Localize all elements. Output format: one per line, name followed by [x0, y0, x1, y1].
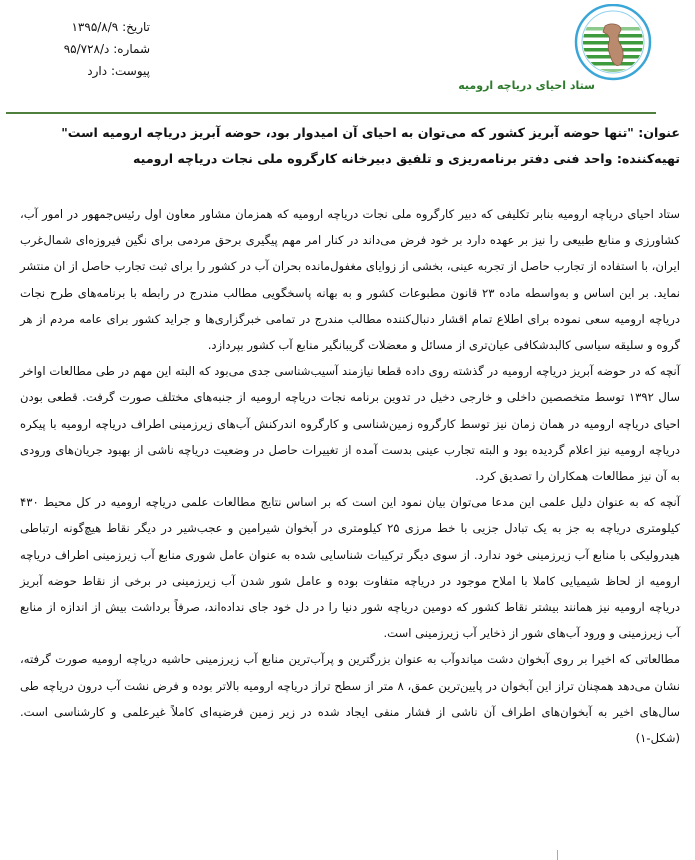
subject-label: عنوان:	[638, 125, 680, 140]
paragraph: آنچه که به عنوان دلیل علمی این مدعا می‌توان بیان نمود این است که بر اساس نتایج مطالعات علمی دریاچه ارومیه در کل محیط ۴۳۰ کیلومتری دریاچه به جز به یک تبادل جزیی با خط مرزی ۲۵ کیلومتری در آبخوان شیرامین و عجب‌شیر در دیگر نقاط هیچ‌گونه ارتباطی هیدرولیکی با منابع آب زیرزمینی خود ندارد. از سوی دیگر ترکیبات شناسایی شده به عنوان عامل شوری منابع آب زیرزمینی اطراف دریاچه ارومیه از لحاظ شیمیایی کاملا با املاح موجود در دریاچه متفاوت بوده و عامل شور شدن آب زیرزمینی در برخی از نقاط حوضه آبریز دریاچه ارومیه نیز همانند بیشتر نقاط کشور که دومین دریاچه شور دنیا را در دل خود جای نداده‌اند، صرفاً برداشت بیش از اندازه از منابع آب زیرزمینی و ورود آب‌های شور از ذخایر آب زیرزمینی است.	[20, 495, 680, 641]
author-label: تهیه‌کننده:	[616, 151, 680, 166]
paragraph: ستاد احیای دریاچه ارومیه بنابر تکلیفی که دبیر کارگروه ملی نجات دریاچه ارومیه که همزمان مشاور معاون اول رئیس‌جمهور در امور آب، کشاورزی و منابع طبیعی را نیز بر عهده دارد بر خود فرض می‌داند در کنار امر مهم پیگیری برحق مردمی برای نگین فیروزه‌ای شمال‌غرب ایران، با استفاده از تجارب حاصل از تجربه عینی، بخشی از زوایای مغفول‌مانده بحران آب در کشور را برای ثبت تجارب حاصل از ان منتشر نماید. بر این اساس و به‌واسطه ماده ۲۳ قانون مطبوعات کشور و به بهانه پاسخگویی مطالب مندرج در رابطه با برنامه‌های طرح نجات دریاچه ارومیه سعی نموده برای اطلاع تمام اقشار دنبال‌کننده مطالب مندرج در تمامی خبرگزاری‌ها و جراید کشور برای عامه مردم از هر گروه و سلیقه سیاسی کالبدشکافی عیان‌تری از مسائل و معضلات گریبانگیر منابع آب کشور بپردازد.	[20, 207, 680, 353]
number-line	[40, 38, 150, 60]
number-value: د/۹۵/۷۲۸	[63, 42, 110, 56]
date-label: تاریخ:	[122, 20, 150, 34]
paragraph: آنچه که در حوضه آبریز دریاچه ارومیه در گذشته روی داده قطعا نیازمند آسیب‌شناسی جدی می‌بود که البته این مهم در طی مطالعات اواخر سال ۱۳۹۲ توسط متخصصین داخلی و خارجی دخیل در تدوین برنامه نجات دریاچه ارومیه از جنبه‌های مختلف صورت گرفت. قطعی بودن احیای دریاچه ارومیه در همان زمان نیز توسط کارگروه زمین‌شناسی و کارگروه اندرکنش آب‌های زیرزمینی اطراف دریاچه ارومیه با پیکره دریاچه ارومیه نیز اعلام گردیده بود و البته تجارب عینی بدست آمده از تغییرات حاصل در وضعیت دریاچه ناشی از بهبود جریان‌های ورودی به آن نیز مطالعات همکاران را تصدیق کرد.	[20, 364, 681, 484]
lake-shape-icon	[603, 24, 623, 66]
header-divider	[6, 112, 656, 114]
urmia-lake-logo	[563, 4, 663, 84]
attachment-label: پیوست:	[110, 64, 150, 78]
number-label: شماره:	[113, 42, 150, 56]
author-text: واحد فنی دفتر برنامه‌ریزی و تلفیق دبیرخانه کارگروه ملی نجات دریاچه ارومیه	[133, 151, 613, 166]
date-line	[40, 16, 150, 38]
letter-meta	[40, 16, 150, 82]
text-cursor	[557, 850, 558, 860]
organization-name: ستاد احیای دریاچه ارومیه	[458, 79, 595, 92]
document-body	[20, 201, 680, 751]
author-line	[20, 146, 680, 172]
title-block	[20, 120, 680, 172]
attachment-value: دارد	[87, 64, 108, 78]
date-value: ۱۳۹۵/۸/۹	[71, 20, 119, 34]
attachment-line	[40, 60, 150, 82]
paragraph: مطالعاتی که اخیرا بر روی آبخوان دشت میاندوآب به عنوان بزرگترین و پرآب‌ترین منابع آب زیرزمینی حاشیه دریاچه ارومیه صورت گرفته، نشان می‌دهد همچنان تراز این آبخوان در پایین‌ترین عمق، ۸ متر از سطح تراز دریاچه ارومیه بالاتر بوده و فرض نشت آب درون دریاچه طی سال‌های اخیر به آبخوان‌های اطراف آن ناشی از فشار منفی ایجاد شده در زیر زمین فرضیه‌ای کاملاً غیرعلمی و کارشناسی است. (شکل-۱)	[20, 652, 680, 746]
subject-line	[20, 120, 680, 146]
subject-text: "تنها حوضه آبریز کشور که می‌توان به احیای آن امیدوار بود، حوضه آبریز دریاچه ارومیه است"	[61, 125, 634, 140]
